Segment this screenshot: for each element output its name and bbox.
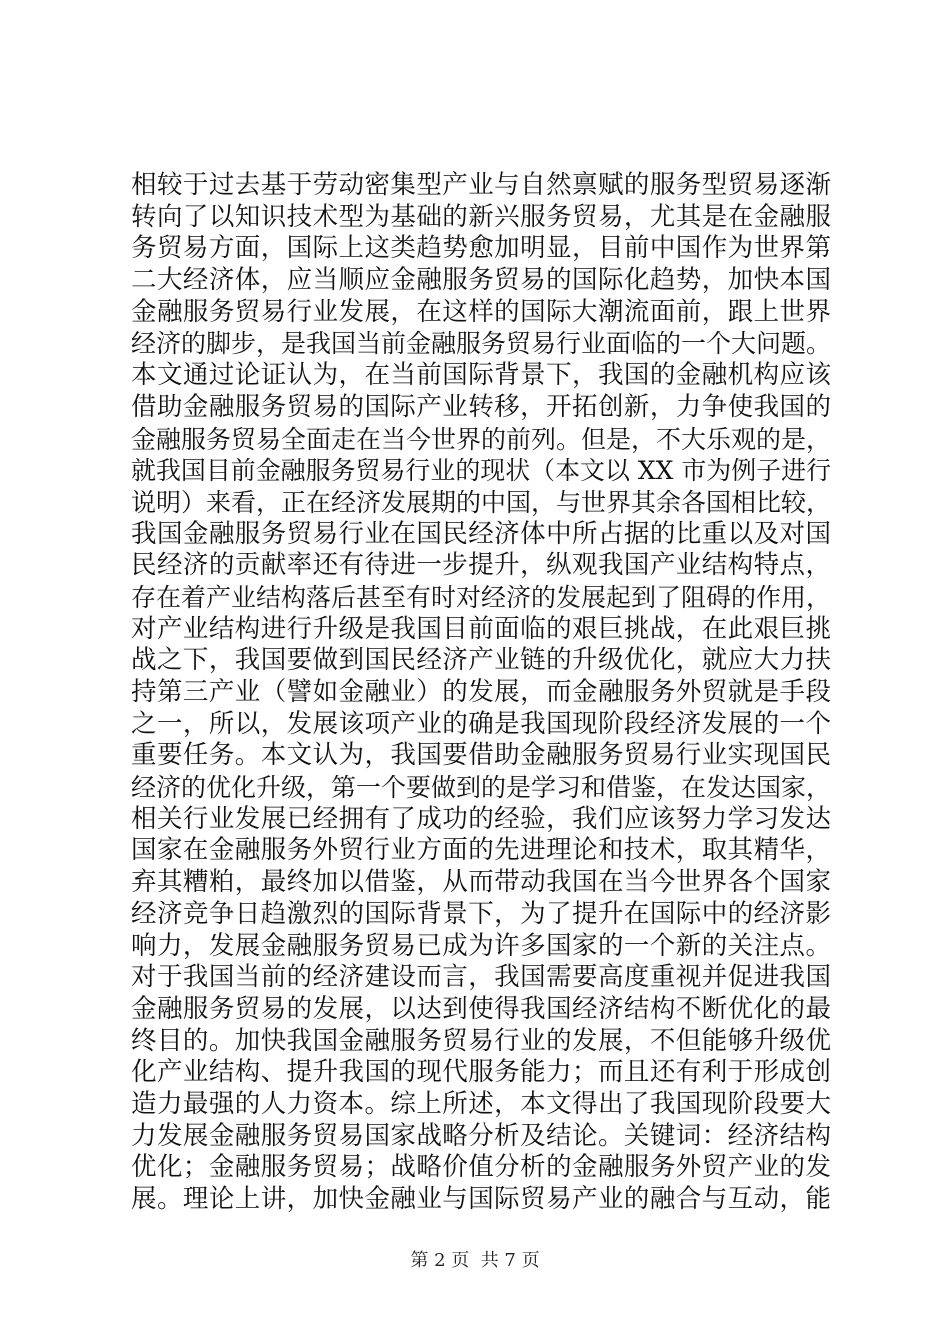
text-line: 金融服务贸易的发展，以达到使得我国经济结构不断优化的最 bbox=[131, 993, 831, 1024]
text-line: 借助金融服务贸易的国际产业转移，开拓创新，力争使我国的 bbox=[131, 391, 831, 422]
text-line: 战之下，我国要做到国民经济产业链的升级优化，就应大力扶 bbox=[131, 645, 831, 676]
text-line: 说明）来看，正在经济发展期的中国，与世界其余各国相比较， bbox=[131, 487, 832, 517]
text-line: 务贸易方面，国际上这类趋势愈加明显，目前中国作为世界第 bbox=[131, 233, 831, 264]
text-line: 本文通过论证认为，在当前国际背景下，我国的金融机构应该 bbox=[131, 360, 831, 391]
text-line: 金融服务贸易行业发展，在这样的国际大潮流面前，跟上世界 bbox=[131, 296, 831, 327]
text-line: 存在着产业结构落后甚至有时对经济的发展起到了阻碍的作用， bbox=[131, 582, 832, 612]
text-line: 二大经济体，应当顺应金融服务贸易的国际化趋势，加快本国 bbox=[131, 265, 831, 296]
text-line: 国家在金融服务外贸行业方面的先进理论和技术，取其精华， bbox=[131, 835, 831, 866]
text-line: 展。理论上讲，加快金融业与国际贸易产业的融合与互动，能 bbox=[131, 1184, 831, 1214]
text-line: 金融服务贸易全面走在当今世界的前列。但是，不大乐观的是， bbox=[131, 424, 832, 454]
text-line: 化产业结构、提升我国的现代服务能力；而且还有利于形成创 bbox=[131, 1057, 831, 1088]
text-line: 持第三产业（譬如金融业）的发展，而金融服务外贸就是手段 bbox=[131, 677, 831, 707]
text-line: 就我国目前金融服务贸易行业的现状（本文以 XX 市为例子进行 bbox=[131, 456, 831, 486]
text-line: 力发展金融服务贸易国家战略分析及结论。关键词：经济结构 bbox=[131, 1120, 831, 1151]
text-line: 转向了以知识技术型为基础的新兴服务贸易，尤其是在金融服 bbox=[131, 201, 831, 232]
body-paragraph bbox=[131, 170, 831, 1216]
text-line: 经济竞争日趋激烈的国际背景下，为了提升在国际中的经济影 bbox=[131, 898, 831, 929]
text-line: 相关行业发展已经拥有了成功的经验，我们应该努力学习发达 bbox=[131, 803, 831, 834]
text-line: 对于我国当前的经济建设而言，我国需要高度重视并促进我国 bbox=[131, 962, 831, 993]
text-line: 对产业结构进行升级是我国目前面临的艰巨挑战，在此艰巨挑 bbox=[131, 613, 831, 644]
text-line: 造力最强的人力资本。综上所述，本文得出了我国现阶段要大 bbox=[131, 1088, 831, 1119]
text-line: 优化；金融服务贸易；战略价值分析的金融服务外贸产业的发 bbox=[131, 1152, 831, 1183]
text-line: 相较于过去基于劳动密集型产业与自然禀赋的服务型贸易逐渐 bbox=[131, 170, 831, 200]
text-line: 重要任务。本文认为，我国要借助金融服务贸易行业实现国民 bbox=[131, 740, 831, 771]
text-line: 我国金融服务贸易行业在国民经济体中所占据的比重以及对国 bbox=[131, 518, 831, 549]
text-line: 终目的。加快我国金融服务贸易行业的发展，不但能够升级优 bbox=[131, 1025, 831, 1056]
page-footer: 第 2 页 共 7 页 bbox=[410, 1250, 540, 1271]
text-line: 响力，发展金融服务贸易已成为许多国家的一个新的关注点。 bbox=[131, 930, 831, 961]
text-line: 经济的脚步，是我国当前金融服务贸易行业面临的一个大问题。 bbox=[131, 329, 832, 359]
text-line: 经济的优化升级，第一个要做到的是学习和借鉴，在发达国家， bbox=[131, 773, 832, 803]
text-line: 弃其糟粕，最终加以借鉴，从而带动我国在当今世界各个国家 bbox=[131, 867, 831, 898]
text-line: 之一，所以，发展该项产业的确是我国现阶段经济发展的一个 bbox=[131, 708, 831, 739]
text-line: 民经济的贡献率还有待进一步提升，纵观我国产业结构特点， bbox=[131, 550, 831, 581]
